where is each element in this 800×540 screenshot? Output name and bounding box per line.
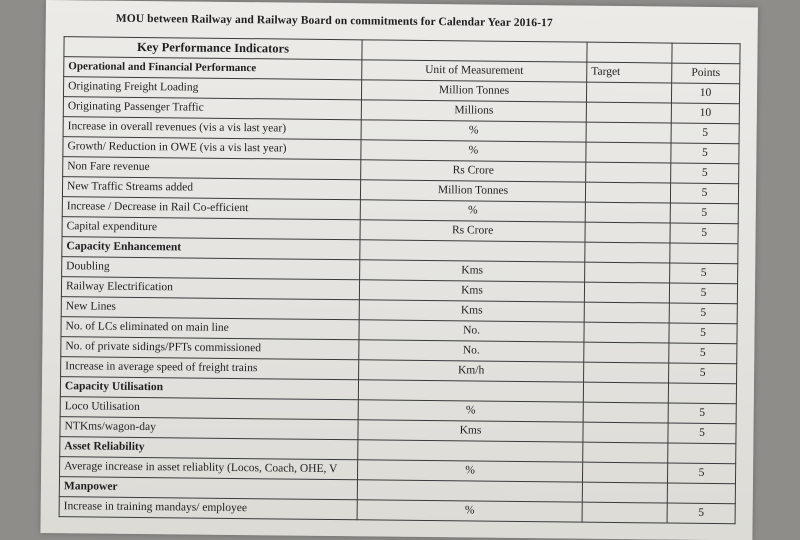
kpi-cell: NTKms/wagon-day [60,417,358,440]
points-cell: 5 [671,143,739,164]
kpi-cell: Originating Passenger Traffic [63,97,361,120]
target-cell [585,222,670,243]
column-header-points: Points [672,63,740,84]
target-cell [582,502,667,523]
unit-cell: Rs Crore [360,220,585,242]
kpi-cell: Asset Reliability [60,437,358,460]
document-title: MOU between Railway and Railway Board on commitments for Calendar Year 2016-17 [115,12,553,30]
target-cell [585,242,670,263]
unit-cell: No. [359,320,584,342]
unit-cell: % [361,140,586,162]
kpi-table [59,36,741,524]
document-page [40,0,758,540]
target-cell [583,442,668,463]
kpi-cell: New Traffic Streams added [62,177,360,200]
unit-cell [360,240,585,262]
unit-cell: % [357,500,582,522]
points-cell: 5 [670,203,738,224]
points-cell: 5 [670,263,738,284]
points-cell: 5 [670,223,738,244]
target-cell [583,402,668,423]
target-cell [584,322,669,343]
column-header-kpi: Operational and Financial Performance [64,57,362,80]
target-cell [583,422,668,443]
target-cell [586,122,671,143]
target-cell [586,102,671,123]
points-cell: 5 [669,363,737,384]
kpi-cell: Increase in training mandays/ employee [59,497,357,520]
points-cell [668,443,736,464]
points-cell: 10 [671,103,739,124]
points-cell: 5 [668,403,736,424]
unit-cell: Kms [359,300,584,322]
points-cell: 5 [668,423,736,444]
unit-cell: Kms [358,420,583,442]
unit-cell: Km/h [359,360,584,382]
kpi-cell: New Lines [61,297,359,320]
kpi-cell: Capacity Enhancement [62,237,360,260]
points-cell [667,483,735,504]
target-cell [586,162,671,183]
kpi-cell: Increase / Decrease in Rail Co-efficient [62,197,360,220]
target-cell [585,182,670,203]
target-cell [584,362,669,383]
unit-cell: Rs Crore [361,160,586,182]
target-cell [585,262,670,283]
points-cell: 5 [671,163,739,184]
target-cell [585,202,670,223]
unit-cell: % [361,120,586,142]
points-cell: 5 [670,183,738,204]
points-cell: 5 [671,123,739,144]
unit-cell: % [360,200,585,222]
kpi-cell: No. of private sidings/PFTs commissioned [61,337,359,360]
kpi-cell: No. of LCs eliminated on main line [61,317,359,340]
points-cell: 5 [669,323,737,344]
unit-cell: % [357,460,582,482]
points-cell: 5 [669,303,737,324]
kpi-cell: Loco Utilisation [60,397,358,420]
points-cell: 10 [671,83,739,104]
target-cell [584,302,669,323]
column-header-target: Target [587,62,672,83]
points-cell: 5 [667,503,735,524]
target-cell [586,142,671,163]
points-cell: 5 [669,343,737,364]
kpi-cell: Capital expenditure [62,217,360,240]
unit-cell: No. [359,340,584,362]
kpi-cell: Manpower [59,477,357,500]
points-cell [668,383,736,404]
kpi-cell: Non Fare revenue [63,157,361,180]
unit-cell: Kms [360,260,585,282]
target-cell [586,82,671,103]
kpi-cell: Originating Freight Loading [63,77,361,100]
kpi-heading: Key Performance Indicators [64,37,362,60]
points-cell: 5 [669,283,737,304]
kpi-cell: Doubling [62,257,360,280]
unit-cell: Millions [361,100,586,122]
kpi-cell: Average increase in asset reliablity (Locos, Coach, OHE, V [60,457,358,480]
kpi-cell: Growth/ Reduction in OWE (vis a vis last year) [63,137,361,160]
kpi-cell: Increase in overall revenues (vis a vis last year) [63,117,361,140]
unit-cell: % [358,400,583,422]
unit-cell: Kms [359,280,584,302]
unit-cell [358,440,583,462]
unit-cell [358,380,583,402]
target-cell [584,342,669,363]
kpi-cell: Railway Electrification [61,277,359,300]
kpi-cell: Capacity Utilisation [60,377,358,400]
target-cell [583,382,668,403]
target-cell [582,482,667,503]
unit-cell: Million Tonnes [360,180,585,202]
target-cell [582,462,667,483]
points-cell [670,243,738,264]
column-header-unit: Unit of Measurement [362,60,587,82]
unit-cell: Million Tonnes [361,80,586,102]
unit-cell [357,480,582,502]
points-cell: 5 [667,463,735,484]
kpi-cell: Increase in average speed of freight trains [61,357,359,380]
target-cell [584,282,669,303]
